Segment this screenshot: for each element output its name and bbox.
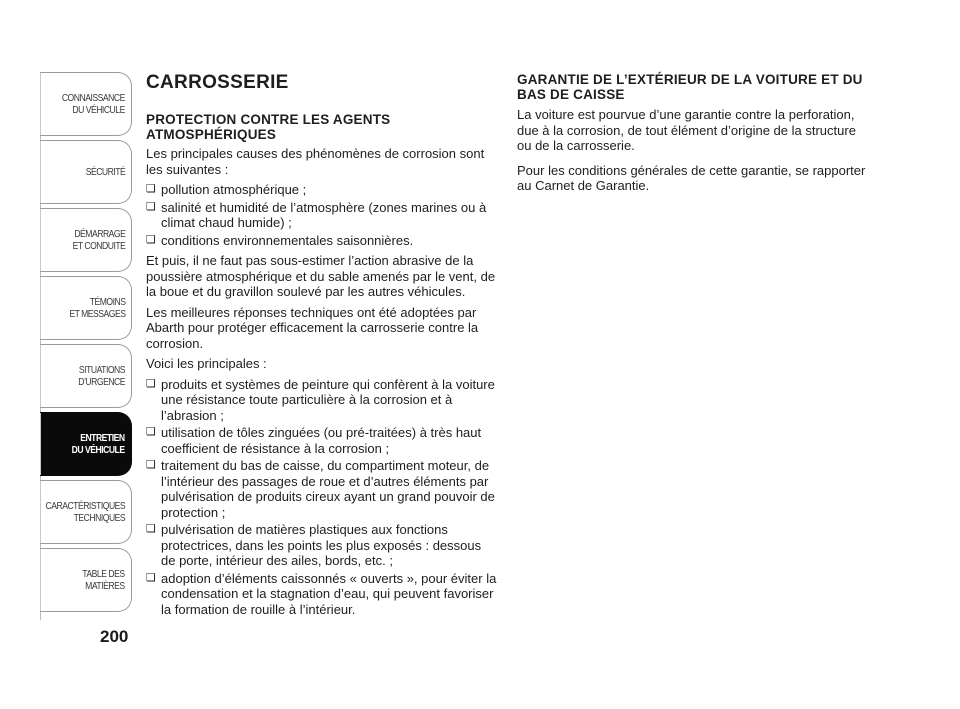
tab-label: SITUATIONS D’URGENCE [78, 364, 125, 388]
list-item: ❏ adoption d’éléments caissonnés « ouverts », pour éviter la condensation et la stagnation d’eau, qui peuvent favoriser la formation de rouille à l’intérieur. [146, 571, 498, 618]
intro-paragraph: Les principales causes des phénomènes de corrosion sont les suivantes : [146, 146, 485, 177]
list-item: ❏ pulvérisation de matières plastiques aux fonctions protectrices, dans les points les plus exposés : dessous de porte, intérieur des ailes, bords, etc. ; [146, 522, 498, 569]
tab-label: DÉMARRAGE ET CONDUITE [72, 228, 125, 252]
tab-demarrage-et-conduite[interactable] [40, 208, 132, 272]
page-number: 200 [100, 627, 129, 646]
left-column [146, 72, 498, 622]
tab-label: SÉCURITÉ [85, 166, 125, 178]
tab-table-des-matieres[interactable] [40, 548, 132, 612]
paragraph: Et puis, il ne faut pas sous-estimer l’action abrasive de la poussière atmosphérique et du sable amenés par le vent, de la boue et du gravillon soulevé par les autres véhicules. [146, 253, 496, 299]
chapter-tabs [40, 72, 133, 616]
tab-caracteristiques-techniques[interactable] [40, 480, 132, 544]
sub-title: PROTECTION CONTRE LES AGENTS ATMOSPHÉRIQUES [146, 112, 391, 142]
causes-list [146, 182, 498, 248]
tab-connaissance-du-vehicule[interactable] [40, 72, 132, 136]
sub-title: GARANTIE DE L’EXTÉRIEUR DE LA VOITURE ET DU BAS DE CAISSE [517, 72, 863, 102]
tab-label: TABLE DES MATIÈRES [82, 568, 125, 592]
paragraph: Pour les conditions générales de cette garantie, se rapporter au Carnet de Garantie. [517, 162, 866, 193]
tab-securite[interactable] [40, 140, 132, 204]
tab-entretien-du-vehicule[interactable] [40, 412, 132, 476]
paragraph: Les meilleures réponses techniques ont été adoptées par Abarth pour protéger efficacement la carrosserie contre la corrosion. [146, 304, 479, 351]
paragraph: Voici les principales : [146, 356, 267, 371]
tab-label: TÉMOINS ET MESSAGES [68, 296, 125, 320]
measures-list [146, 377, 498, 618]
list-item: ❏ pollution atmosphérique ; [146, 182, 498, 198]
tab-label: ENTRETIEN DU VÉHICULE [72, 432, 125, 456]
list-item: ❏ conditions environnementales saisonnières. [146, 233, 498, 249]
right-column [517, 72, 867, 203]
paragraph: La voiture est pourvue d’une garantie contre la perforation, due à la corrosion, de tout élément d’origine de la structure ou de la carrosserie. [517, 107, 856, 153]
list-item: ❏ salinité et humidité de l’atmosphère (zones marines ou à climat chaud humide) ; [146, 200, 498, 231]
tab-label: CARACTÉRISTIQUES TECHNIQUES [45, 500, 125, 524]
tab-temoins-et-messages[interactable] [40, 276, 132, 340]
tab-situations-d-urgence[interactable] [40, 344, 132, 408]
list-item: ❏ produits et systèmes de peinture qui confèrent à la voiture une résistance toute particulière à la corrosion et à l’abrasion ; [146, 377, 498, 424]
tab-label: CONNAISSANCE DU VÉHICULE [62, 92, 125, 116]
list-item: ❏ utilisation de tôles zinguées (ou pré-traitées) à très haut coefficient de résistance à la corrosion ; [146, 425, 498, 456]
section-title: CARROSSERIE [146, 72, 289, 93]
list-item: ❏ traitement du bas de caisse, du compartiment moteur, de l’intérieur des passages de roue et d’autres éléments par pulvérisation de produits cireux ayant un grand pouvoir de protection ; [146, 458, 498, 520]
